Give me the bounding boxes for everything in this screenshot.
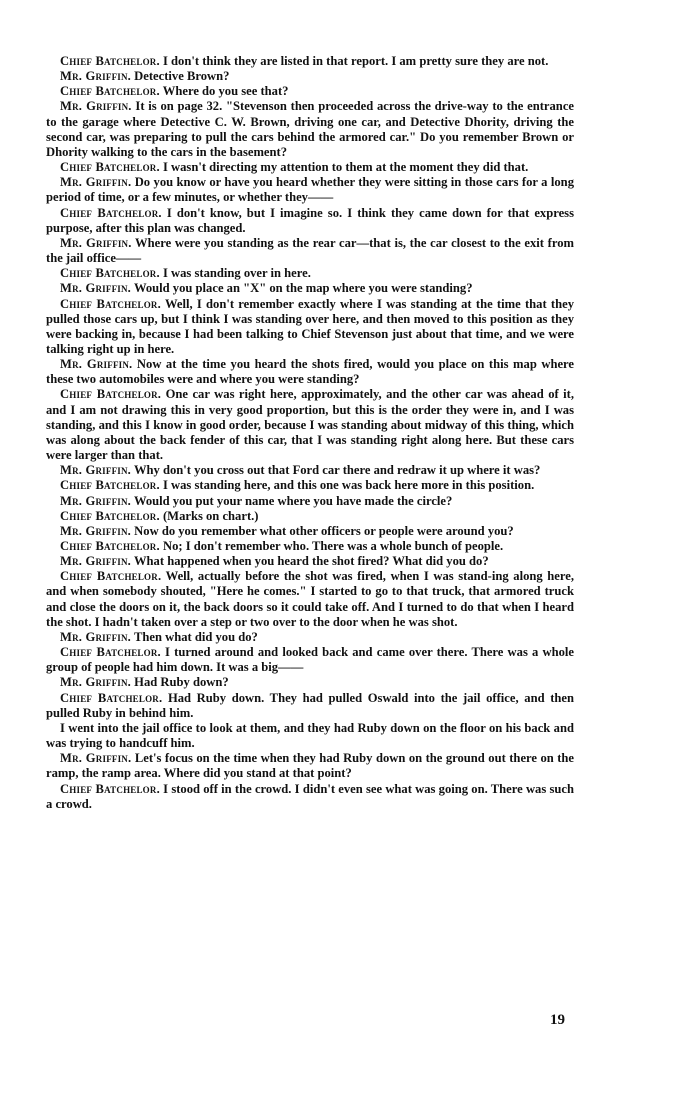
transcript-paragraph — [46, 206, 574, 236]
speech-text: One car was right here, approximately, and the other car was ahead of it, and I am not drawing this in very good proportion, but this is the order they were in, and I was standing, and this I know in good order, because I was standing about midway of this thing, which was along about the back fender of this car, that I was standing right along here. But these cars were larger than that. — [46, 387, 574, 463]
speech-text: Do you know or have you heard whether they were sitting in those cars for a long period of time, or a few minutes, or whether they—— — [46, 175, 574, 205]
speech-text: Now do you remember what other officers or people were around you? — [131, 523, 514, 538]
speaker-name: Mr. Griffin. — [60, 629, 132, 644]
transcript-paragraph — [46, 630, 574, 645]
speaker-name: Chief Batchelor. — [60, 781, 160, 796]
speech-text: Would you put your name where you have made the circle? — [131, 493, 453, 508]
speaker-name: Chief Batchelor. — [60, 266, 160, 281]
speech-text: Where do you see that? — [159, 84, 289, 99]
transcript-body — [46, 54, 574, 812]
speaker-name: Chief Batchelor. — [60, 54, 160, 68]
speaker-name: Mr. Griffin. — [60, 751, 132, 766]
speaker-name: Mr. Griffin. — [60, 357, 133, 372]
speech-text: I turned around and looked back and came over there. There was a whole group of people had him down. It was a big—— — [46, 645, 574, 675]
speech-text: What happened when you heard the shot fired? What did you do? — [131, 554, 489, 569]
transcript-paragraph — [46, 478, 574, 493]
speech-text: No; I don't remember who. There was a whole bunch of people. — [159, 539, 504, 553]
speaker-name: Mr. Griffin. — [60, 463, 132, 478]
transcript-paragraph — [46, 509, 574, 524]
speech-text: Well, actually before the shot was fired, when I was stand-ing along here, and when somebody shouted, "Here he comes." I started to go to that truck, that armored truck and close the doors on it, the back doors so it could take off. And I turned to do that when I heard the shot. I hadn't taken over a step or two over to the door when he was shot. — [46, 569, 574, 629]
speaker-name: Chief Batchelor. — [60, 569, 162, 584]
speech-text: I stood off in the crowd. I didn't even see what was going on. There was such a crowd. — [46, 781, 574, 811]
transcript-paragraph — [46, 236, 574, 266]
speaker-name: Mr. Griffin. — [60, 69, 132, 84]
speaker-name: Mr. Griffin. — [60, 235, 132, 250]
speech-text: I was standing over in here. — [159, 266, 311, 281]
speech-text: It is on page 32. "Stevenson then proceeded across the drive-way to the entrance to the garage where Detective C. W. Brown, driving one car, and Detective Dhority, driving the second car, was preparing to pull the cars behind the armored car." Do you remember Brown or Dhority walking to the cars in the basement? — [46, 99, 574, 159]
speaker-name: Chief Batchelor. — [60, 387, 162, 402]
speech-text: I went into the jail office to look at them, and they had Ruby down on the floor on his back and was trying to handcuff him. — [46, 720, 574, 751]
transcript-paragraph — [46, 84, 574, 99]
speech-text: Would you place an "X" on the map where you were standing? — [131, 281, 473, 296]
speaker-name: Chief Batchelor. — [60, 84, 160, 99]
speech-text: Where were you standing as the rear car—that is, the car closest to the exit from the jail office—— — [46, 235, 574, 266]
speech-text: Let's focus on the time when they had Ruby down on the ground out there on the ramp, the ramp area. Where did you stand at that point? — [46, 751, 575, 781]
speaker-name: Chief Batchelor. — [60, 690, 163, 705]
speaker-name: Chief Batchelor. — [60, 539, 160, 553]
transcript-paragraph — [46, 782, 574, 812]
speaker-name: Chief Batchelor. — [60, 296, 161, 311]
transcript-paragraph — [46, 539, 574, 554]
transcript-paragraph — [46, 175, 574, 205]
speaker-name: Chief Batchelor. — [60, 645, 161, 660]
transcript-paragraph — [46, 160, 574, 175]
speaker-name: Chief Batchelor. — [60, 508, 160, 523]
transcript-paragraph — [46, 721, 574, 751]
speech-text: Had Ruby down? — [131, 675, 229, 690]
speech-text: Why don't you cross out that Ford car there and redraw it up where it was? — [131, 463, 541, 478]
speech-text: I was standing here, and this one was back here more in this position. — [159, 478, 535, 493]
transcript-paragraph — [46, 99, 574, 160]
transcript-paragraph — [46, 463, 574, 478]
transcript-paragraph — [46, 69, 574, 84]
speech-text: I don't know, but I imagine so. I think they came down for that express purpose, after this plan was changed. — [46, 205, 574, 235]
page-number: 19 — [550, 1012, 565, 1028]
transcript-paragraph — [46, 569, 574, 630]
speaker-name: Mr. Griffin. — [60, 99, 132, 114]
speech-text: I don't think they are listed in that report. I am pretty sure they are not. — [159, 54, 549, 68]
transcript-paragraph — [46, 54, 574, 69]
speaker-name: Mr. Griffin. — [60, 281, 132, 296]
speaker-name: Mr. Griffin. — [60, 493, 132, 508]
speech-text: (Marks on chart.) — [159, 508, 259, 523]
transcript-paragraph — [46, 645, 574, 675]
speech-text: Now at the time you heard the shots fired, would you place on this map where these two automobiles were and where you were standing? — [46, 357, 575, 387]
transcript-paragraph — [46, 675, 574, 690]
speaker-name: Chief Batchelor. — [60, 478, 160, 493]
transcript-paragraph — [46, 751, 574, 781]
speaker-name: Mr. Griffin. — [60, 675, 132, 690]
transcript-paragraph — [46, 387, 574, 463]
speaker-name: Chief Batchelor. — [60, 205, 162, 220]
speech-text: Then what did you do? — [131, 629, 258, 644]
speaker-name: Mr. Griffin. — [60, 554, 132, 569]
speaker-name: Chief Batchelor. — [60, 160, 160, 175]
transcript-paragraph — [46, 281, 574, 296]
transcript-paragraph — [46, 266, 574, 281]
transcript-paragraph — [46, 494, 574, 509]
speech-text: Had Ruby down. They had pulled Oswald into the jail office, and then pulled Ruby in behind him. — [46, 690, 574, 720]
transcript-paragraph — [46, 357, 574, 387]
speech-text: I wasn't directing my attention to them at the moment they did that. — [159, 160, 529, 175]
speaker-name: Mr. Griffin. — [60, 175, 132, 190]
transcript-paragraph — [46, 691, 574, 721]
speech-text: Detective Brown? — [131, 69, 230, 84]
transcript-paragraph — [46, 297, 574, 358]
transcript-paragraph — [46, 554, 574, 569]
speech-text: Well, I don't remember exactly where I was standing at the time that they pulled those cars up, but I think I was standing over here, and then moved to this position as they were backing in, because I had been talking to Chief Stevenson just about that time, and we were talking right up in here. — [46, 296, 574, 356]
transcript-paragraph — [46, 524, 574, 539]
speaker-name: Mr. Griffin. — [60, 523, 132, 538]
